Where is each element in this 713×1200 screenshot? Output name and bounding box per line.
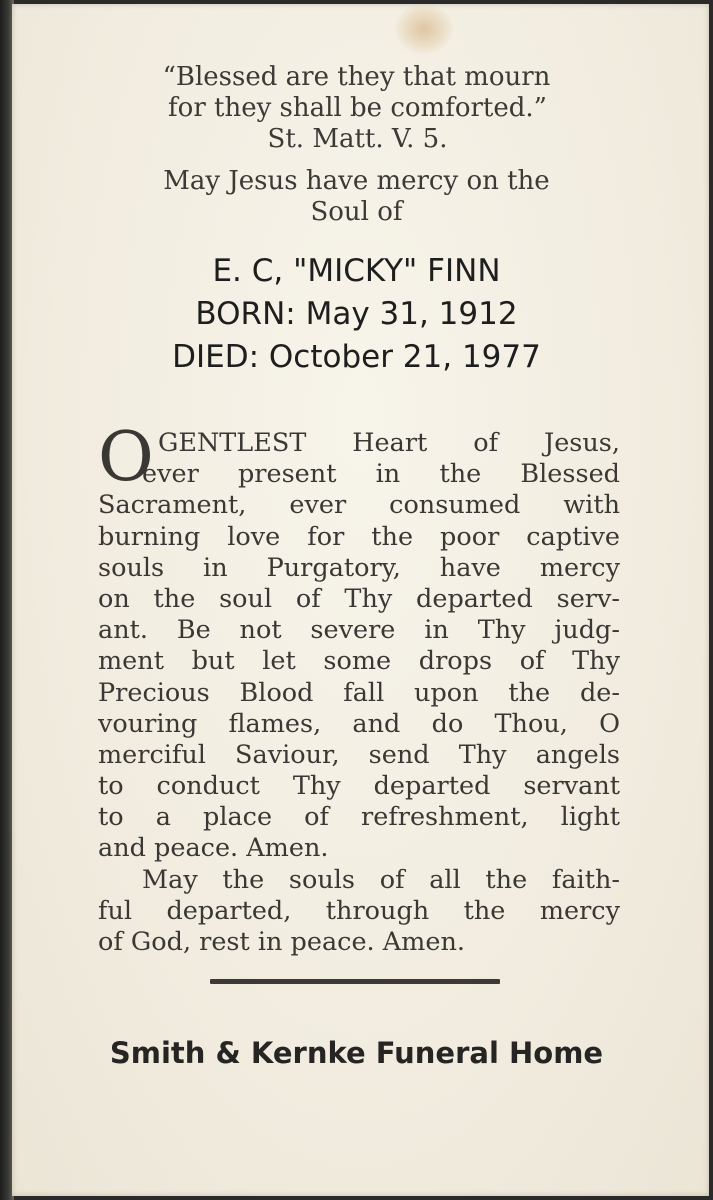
- death-date: DIED: October 21, 1977: [172, 339, 541, 375]
- prayer-line: ment but let some drops of Thy: [98, 646, 620, 677]
- prayer-line: to conduct Thy departed servant: [98, 771, 620, 802]
- prayer-line: Sacrament, ever consumed with: [98, 490, 620, 521]
- prayer-line: of God, rest in peace. Amen.: [98, 927, 465, 957]
- birth-date: BORN: May 31, 1912: [195, 296, 518, 332]
- prayer-line: May the souls of all the faith-: [142, 864, 620, 895]
- prayer-line: GENTLEST Heart of Jesus,: [158, 428, 620, 458]
- prayer-line: souls in Purgatory, have mercy: [98, 552, 620, 583]
- mercy-invocation: [0, 166, 713, 228]
- prayer-line: merciful Saviour, send Thy angels: [98, 739, 620, 770]
- prayer-line: Precious Blood fall upon the de-: [98, 677, 620, 708]
- invocation-line-1: May Jesus have mercy on the: [163, 166, 550, 196]
- prayer-text: [98, 428, 620, 958]
- verse-citation: St. Matt. V. 5.: [267, 124, 448, 154]
- divider-rule: [210, 979, 500, 984]
- prayer-line: ant. Be not severe in Thy judg-: [98, 615, 620, 646]
- prayer-line: to a place of refreshment, light: [98, 802, 620, 833]
- prayer-line: ful departed, through the mercy: [98, 895, 620, 926]
- deceased-name: E. C, "MICKY" FINN: [212, 253, 501, 289]
- prayer-line: ever present in the Blessed: [142, 459, 620, 490]
- prayer-line: and peace. Amen.: [98, 833, 329, 864]
- funeral-home-name: Smith & Kernke Funeral Home: [109, 1036, 604, 1070]
- prayer-dropcap: O: [98, 418, 154, 497]
- paper-stain: [395, 4, 453, 54]
- deceased-info: [0, 250, 713, 379]
- invocation-line-2: Soul of: [310, 197, 403, 227]
- prayer-line: vouring flames, and do Thou, O: [98, 708, 620, 739]
- verse-line-1: “Blessed are they that mourn: [162, 62, 551, 92]
- scripture-verse: [0, 62, 713, 155]
- verse-line-2: for they shall be comforted.”: [168, 93, 547, 123]
- prayer-line: on the soul of Thy departed serv-: [98, 583, 620, 614]
- prayer-line: burning love for the poor captive: [98, 521, 620, 552]
